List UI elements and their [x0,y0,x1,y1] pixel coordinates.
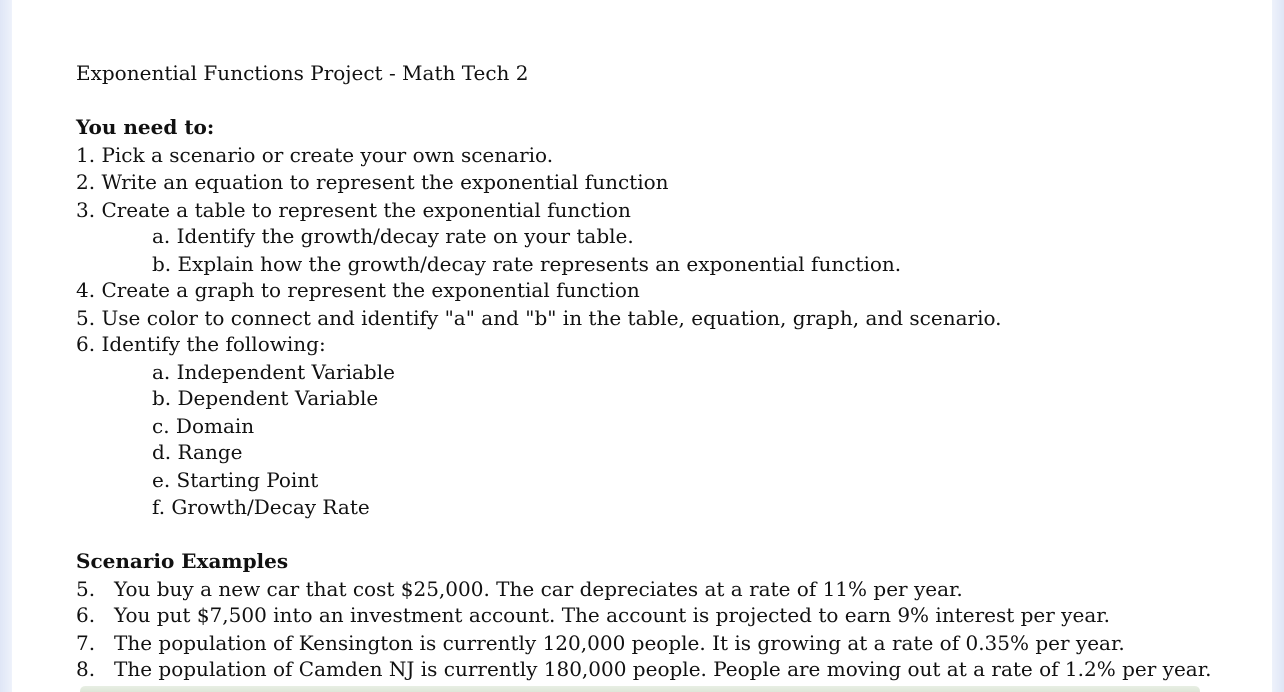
scenario-number: 7. [76,631,96,655]
scenario-number: 8. [76,657,96,681]
floating-panel-edge [80,686,1200,692]
scenario-number: 5. [76,577,96,601]
scenario-text: The population of Camden NJ is currently 180,000 people. People are moving out at a rate of 1.2% per year. [114,657,1212,681]
requirement-item: 2. Write an equation to represent the exponential function [76,170,669,194]
requirement-subitem: d. Range [152,440,243,464]
requirement-subitem: a. Identify the growth/decay rate on your table. [152,224,634,248]
scenario-item [76,659,1211,679]
document-title: Exponential Functions Project - Math Tech 2 [76,61,529,85]
requirements-heading: You need to: [76,115,215,139]
requirement-subitem: b. Dependent Variable [152,386,379,410]
scenario-item [76,605,1110,625]
requirement-subitem: a. Independent Variable [152,360,395,384]
scenario-item [76,579,963,599]
requirement-subitem: c. Domain [152,414,255,438]
requirement-item: 1. Pick a scenario or create your own scenario. [76,143,554,167]
requirement-item: 3. Create a table to represent the exponential function [76,198,631,222]
vertical-scrollbar[interactable] [1272,0,1284,692]
scenario-item [76,633,1125,653]
requirement-subitem: b. Explain how the growth/decay rate represents an exponential function. [152,252,902,276]
scenarios-heading: Scenario Examples [76,549,289,573]
requirement-item: 5. Use color to connect and identify "a" and "b" in the table, equation, graph, and scenario. [76,306,1002,330]
scenario-number: 6. [76,603,96,627]
requirement-subitem: f. Growth/Decay Rate [152,495,370,519]
scenario-text: You buy a new car that cost $25,000. The car depreciates at a rate of 11% per year. [114,577,963,601]
scenario-text: You put $7,500 into an investment account. The account is projected to earn 9% interest per year. [114,603,1110,627]
requirement-item: 4. Create a graph to represent the exponential function [76,278,640,302]
requirement-item: 6. Identify the following: [76,332,326,356]
requirement-subitem: e. Starting Point [152,468,319,492]
scenario-text: The population of Kensington is currently 120,000 people. It is growing at a rate of 0.35% per year. [114,631,1125,655]
